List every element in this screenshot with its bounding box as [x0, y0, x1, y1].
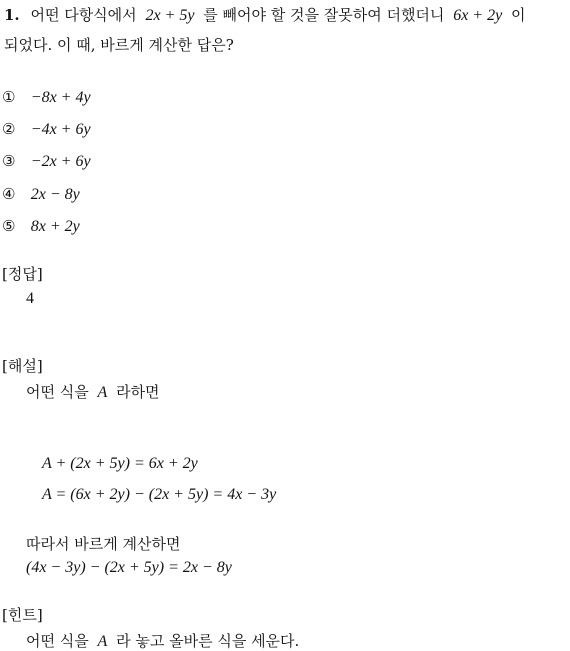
- question-line-2: 되었다. 이 때, 바르게 계산한 답은?: [4, 36, 234, 54]
- option-mark: ②: [2, 120, 16, 138]
- option-expr: −4x + 6y: [30, 121, 91, 138]
- question-line-1: [4, 4, 525, 25]
- explanation-intro: [26, 381, 160, 402]
- option-mark: ①: [2, 88, 16, 106]
- answer-value: 4: [26, 290, 34, 307]
- option-expr: 8x + 2y: [30, 218, 80, 235]
- intro-text-a: 어떤 식을: [26, 383, 89, 401]
- option-expr: 2x − 8y: [30, 186, 80, 203]
- hint-var: A: [97, 633, 108, 650]
- option-2[interactable]: [2, 120, 91, 139]
- expr-result: 6x + 2y: [453, 7, 503, 24]
- question-text-b: 를 빼어야 할 것을 잘못하여 더했더니: [203, 6, 445, 24]
- question-text-a: 어떤 다항식에서: [30, 6, 137, 24]
- hint-text-b: 라 놓고 올바른 식을 세운다.: [116, 632, 300, 650]
- explanation-conclusion: 따라서 바르게 계산하면: [26, 535, 181, 553]
- option-4[interactable]: [2, 185, 80, 204]
- answer-header: [정답]: [2, 265, 43, 283]
- hint-header: [힌트]: [2, 606, 43, 624]
- option-1[interactable]: [2, 88, 91, 107]
- option-mark: ④: [2, 185, 16, 203]
- option-expr: −2x + 6y: [30, 153, 91, 170]
- option-5[interactable]: [2, 217, 80, 236]
- explanation-header: [해설]: [2, 357, 43, 375]
- intro-text-b: 라하면: [116, 383, 160, 401]
- hint-text-a: 어떤 식을: [26, 632, 89, 650]
- question-text-c: 이: [510, 6, 526, 24]
- option-expr: −8x + 4y: [30, 89, 91, 106]
- option-mark: ③: [2, 152, 16, 170]
- question-number: 1.: [4, 6, 20, 24]
- option-3[interactable]: [2, 152, 91, 171]
- expr-subtract: 2x + 5y: [145, 7, 195, 24]
- equation-1: A + (2x + 5y) = 6x + 2y: [42, 455, 198, 472]
- intro-var: A: [97, 384, 108, 401]
- option-mark: ⑤: [2, 217, 16, 235]
- final-equation: (4x − 3y) − (2x + 5y) = 2x − 8y: [26, 559, 232, 576]
- equation-2: A = (6x + 2y) − (2x + 5y) = 4x − 3y: [42, 486, 277, 503]
